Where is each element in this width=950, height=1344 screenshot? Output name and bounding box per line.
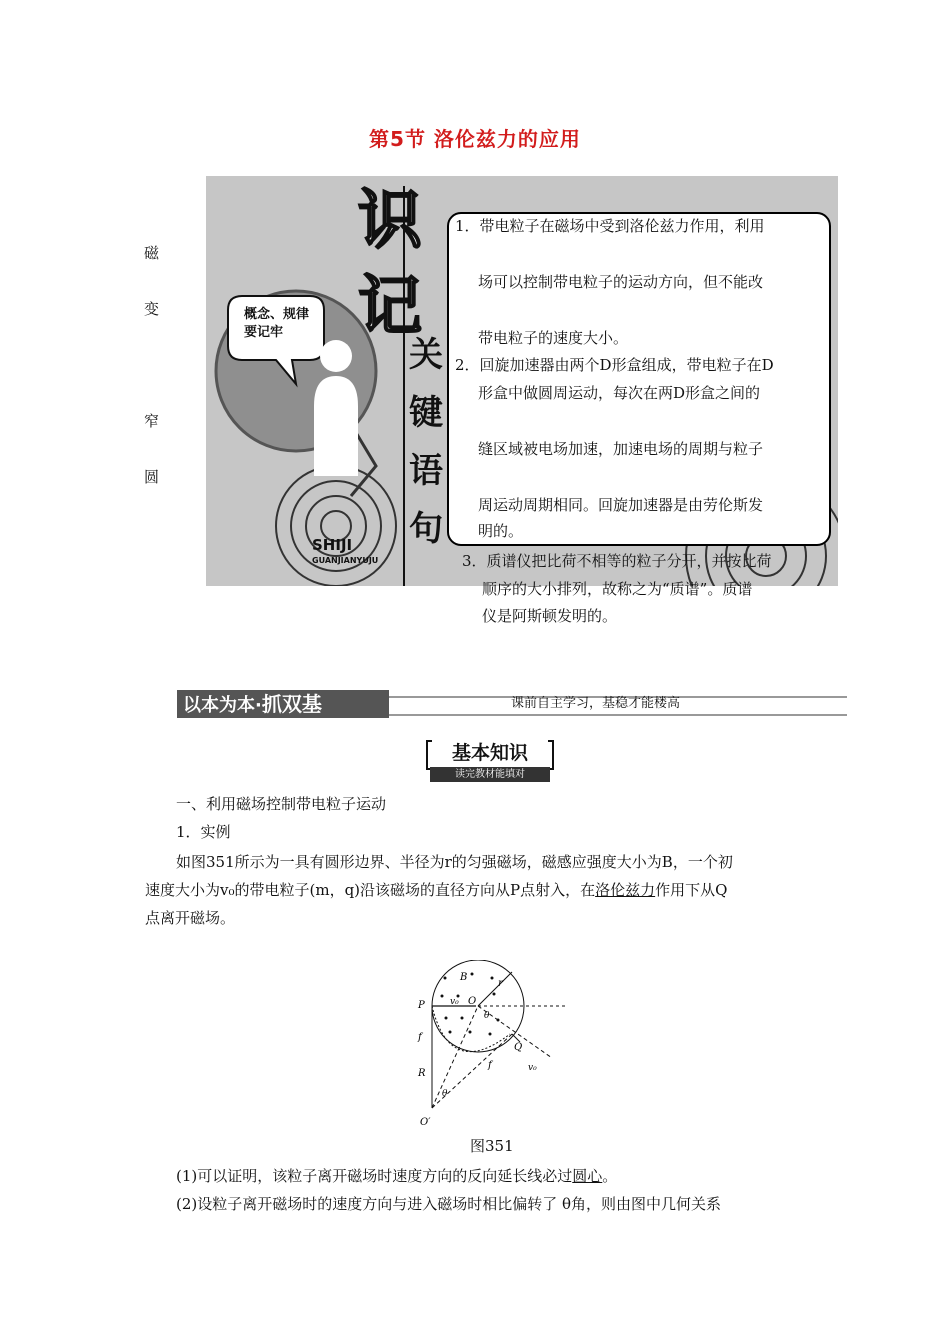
heading: 1．实例 [176,823,231,841]
list-item: (1)可以证明，该粒子离开磁场时速度方向的反向延长线必过圆心。 [176,1167,618,1185]
page-title: 第5节 洛伦兹力的应用 [369,127,581,151]
label-v0: v₀ [450,997,459,1007]
speech-bubble-text: 概念、规律 要记牢 [244,307,310,340]
label-O: O [468,996,477,1007]
key-point-line: 带电粒子的速度大小。 [478,329,629,347]
logo-sub: GUANJIANYUJU [312,556,379,565]
label-R: R [418,1068,426,1079]
list-item: (2)设粒子离开磁场时的速度方向与进入磁场时相比偏转了 θ角，则由图中几何关系 [176,1195,722,1213]
big-char: 识 [358,184,422,258]
label-f: f [418,1032,422,1043]
vertical-char: 句 [409,509,443,549]
vertical-char: 语 [409,451,443,491]
label-r: r [498,978,503,989]
key-point-line: 明的。 [478,522,524,540]
vertical-char: 关 [409,335,443,375]
key-point-line: 缝区域被电场加速，加速电场的周期与粒子 [478,440,764,458]
key-point-line: 顺序的大小排列，故称之为“质谱”。质谱 [482,580,753,598]
label-theta: θ [442,1089,448,1099]
label-theta: θ [484,1011,490,1021]
label-v0: v₀ [528,1063,537,1073]
side-char: 圆 [144,468,160,486]
label-B: B [460,972,468,983]
side-char: 变 [144,300,160,318]
figure-351 [410,960,570,1130]
knowledge-subtitle: 读完教材能填对 [430,767,550,782]
heading: 一、利用磁场控制带电粒子运动 [176,795,387,813]
side-char: 窄 [144,412,160,430]
key-point-line: 2．回旋加速器由两个D形盒组成，带电粒子在D [455,356,774,374]
label-f: f [488,1060,492,1071]
side-char: 磁 [144,244,160,262]
label-P: P [418,1000,425,1011]
section-banner-left: 以本为本·抓双基 [183,692,322,716]
knowledge-title: 基本知识 [451,742,528,764]
key-point-line: 周运动周期相同。回旋加速器是由劳伦斯发 [478,496,764,514]
figure-caption: 图351 [470,1137,514,1155]
paragraph-line: 点离开磁场。 [145,909,236,927]
paragraph-line: 如图351所示为一具有圆形边界、半径为r的匀强磁场，磁感应强度大小为B，一个初 [176,853,733,871]
section-banner-right: 课前自主学习，基稳才能楼高 [511,696,681,711]
section-banner [177,690,847,718]
key-point-line: 场可以控制带电粒子的运动方向，但不能改 [478,273,764,291]
key-point-line: 1．带电粒子在磁场中受到洛伦兹力作用，利用 [455,217,765,235]
paragraph-line: 速度大小为v₀的带电粒子(m，q)沿该磁场的直径方向从P点射入，在洛伦兹力作用下从Q [145,881,728,899]
label-Q: Q [514,1042,523,1053]
vertical-label [406,326,446,558]
vertical-char: 键 [409,393,443,433]
knowledge-box [426,740,554,782]
key-point-line: 形盒中做圆周运动，每次在两D形盒之间的 [478,384,761,402]
logo-main: SHIJI [312,536,353,554]
key-point-line: 3．质谱仪把比荷不相等的粒子分开，并按比荷 [462,552,772,570]
label-O-prime: O′ [420,1117,431,1128]
key-point-line: 仪是阿斯顿发明的。 [482,607,618,625]
big-char: 记 [358,270,422,344]
